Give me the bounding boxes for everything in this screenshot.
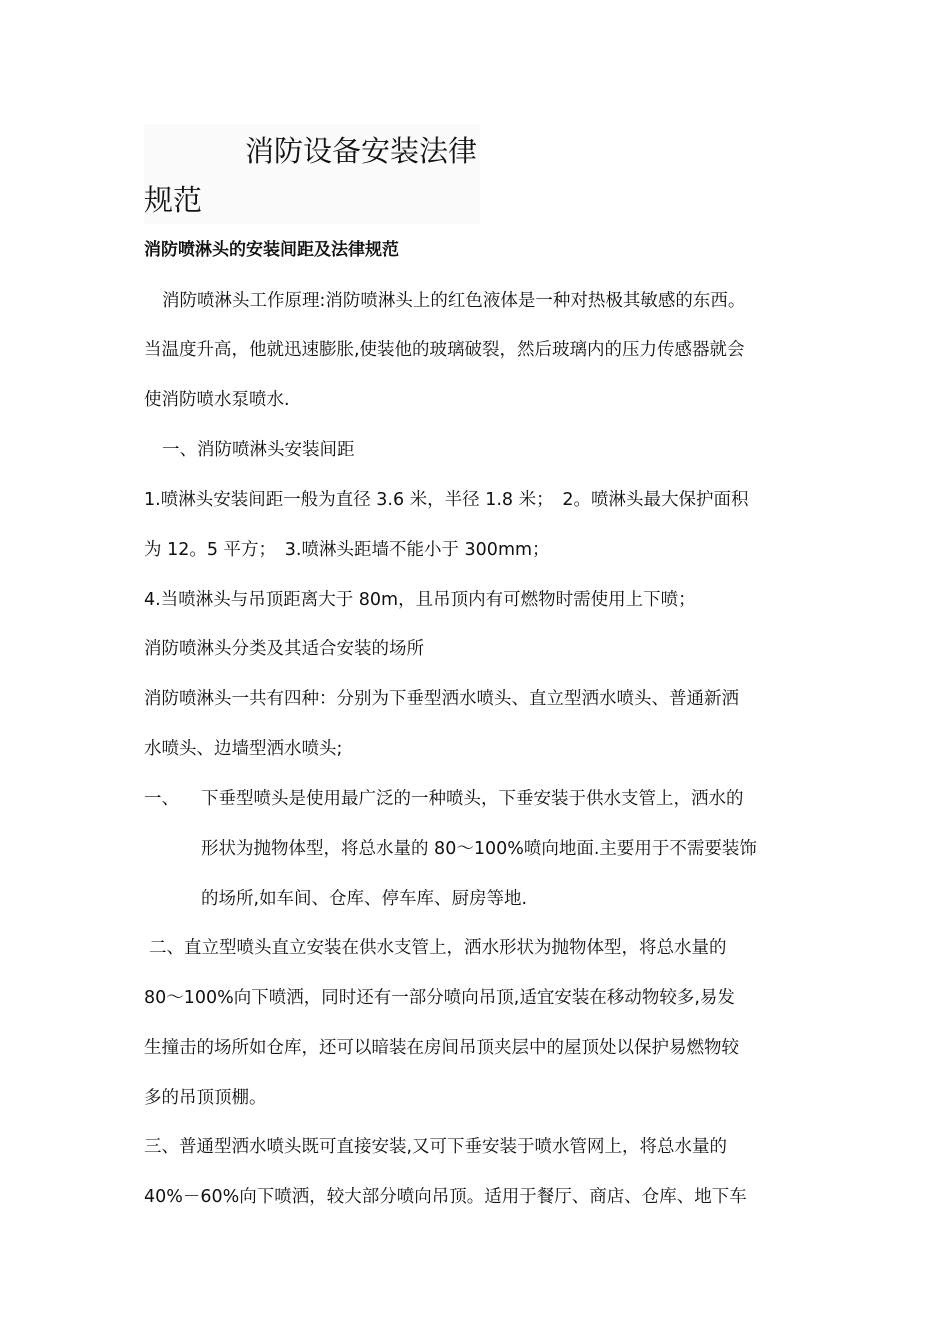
list-item-1-line-1: 下垂型喷头是使用最广泛的一种喷头，下垂安装于供水支管上，洒水的 <box>201 789 744 809</box>
document-title-line2: 规范 <box>144 183 203 217</box>
body-line-7: 4.当喷淋头与吊顶距离大于 80m，且吊顶内有可燃物时需使用上下喷； <box>144 590 696 610</box>
body-line-2: 当温度升高，他就迅速膨胀,使装他的玻璃破裂，然后玻璃内的压力传感器就会 <box>144 340 745 360</box>
body-line-1: 消防喷淋头工作原理:消防喷淋头上的红色液体是一种对热极其敏感的东西。 <box>162 291 746 311</box>
body-line-9: 消防喷淋头一共有四种：分别为下垂型洒水喷头、直立型洒水喷头、普通新洒 <box>144 689 739 709</box>
list-item-1-line-2: 形状为抛物体型，将总水量的 80～100%喷向地面.主要用于不需要装饰 <box>201 839 757 859</box>
list-marker-1: 一、 <box>144 789 179 809</box>
document-subtitle: 消防喷淋头的安装间距及法律规范 <box>144 240 399 260</box>
list-item-3-line-1: 三、普通型洒水喷头既可直接安装,又可下垂安装于喷水管网上，将总水量的 <box>144 1137 728 1157</box>
body-line-3: 使消防喷水泵喷水. <box>144 390 290 410</box>
section-heading-spacing: 一、消防喷淋头安装间距 <box>162 440 355 460</box>
section-heading-types: 消防喷淋头分类及其适合安装的场所 <box>144 639 424 659</box>
list-item-2-line-1: 二、直立型喷头直立安装在供水支管上，洒水形状为抛物体型，将总水量的 <box>149 938 727 958</box>
list-item-3-line-2: 40%－60%向下喷洒，较大部分喷向吊顶。适用于餐厅、商店、仓库、地下车 <box>144 1187 747 1207</box>
body-line-5: 1.喷淋头安装间距一般为直径 3.6 米，半径 1.8 米； 2。喷淋头最大保护面积 <box>144 490 749 510</box>
body-line-10: 水喷头、边墙型洒水喷头; <box>144 739 343 759</box>
list-item-2-line-3: 生撞击的场所如仓库，还可以暗装在房间吊顶夹层中的屋顶处以保护易燃物较 <box>144 1038 739 1058</box>
list-item-2-line-4: 多的吊顶顶棚。 <box>144 1088 267 1108</box>
list-item-1-line-3: 的场所,如车间、仓库、停车库、厨房等地. <box>201 889 528 909</box>
document-title-line1: 消防设备安装法律 <box>245 134 478 168</box>
list-item-2-line-2: 80～100%向下喷洒，同时还有一部分喷向吊顶,适宜安装在移动物较多,易发 <box>144 988 735 1008</box>
body-line-6: 为 12。5 平方； 3.喷淋头距墙不能小于 300mm； <box>144 540 550 560</box>
